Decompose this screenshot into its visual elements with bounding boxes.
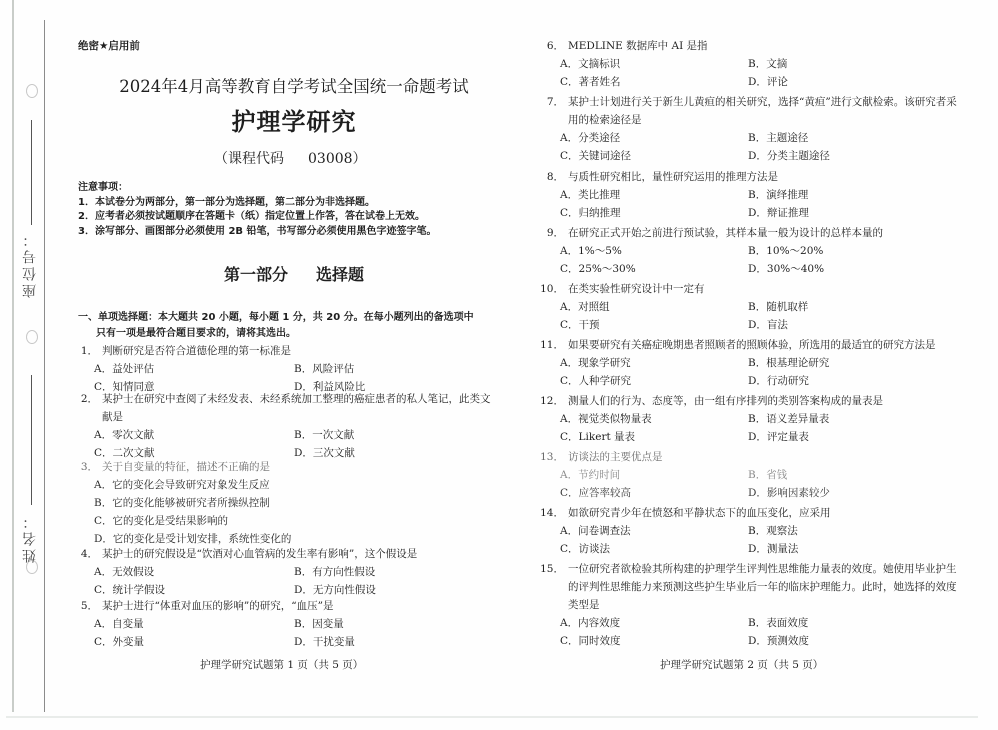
- question-13: [536, 448, 980, 502]
- option-c: C．知情同意: [94, 381, 155, 393]
- option-d: D．它的变化是受计划安排，系统性变化的: [94, 533, 292, 545]
- option-d: D．分类主题途径: [748, 150, 830, 162]
- option-c: C．外变量: [94, 636, 145, 648]
- question-15: [536, 560, 960, 650]
- question-stem: 判断研究是否符合道德伦理的第一标准是: [102, 345, 291, 357]
- option-a: A．1%～5%: [560, 245, 622, 257]
- question-stem: 如欲研究青少年在愤怒和平静状态下的血压变化，应采用: [568, 507, 831, 519]
- question-4: [74, 545, 494, 599]
- option-a: A．视觉类似物量表: [560, 413, 652, 425]
- option-c: C．应答率较高: [560, 487, 632, 499]
- question-2: [74, 390, 494, 462]
- option-a: A．无效假设: [94, 566, 155, 578]
- question-8: [540, 168, 980, 222]
- option-b: B．随机取样: [748, 301, 809, 313]
- question-stem: 某护士进行“体重对血压的影响”的研究，“血压”是: [102, 600, 334, 612]
- option-b: B．有方向性假设: [294, 566, 376, 578]
- question-10: [536, 280, 980, 334]
- question-stem: 在类实验性研究设计中一定有: [568, 283, 705, 295]
- binding-hole-icon: [26, 330, 38, 344]
- question-number: 10．: [540, 283, 564, 295]
- question-11: [536, 336, 980, 390]
- question-number: 14．: [540, 507, 564, 519]
- option-d: D．测量法: [748, 543, 799, 555]
- option-c: C．人种学研究: [560, 375, 632, 387]
- question-number: 4．: [80, 548, 98, 560]
- question-6: [540, 37, 980, 91]
- section-name: 选择题: [316, 265, 365, 284]
- binding-edge-line: [12, 0, 14, 712]
- confidential-label: 绝密★启用前: [78, 40, 140, 52]
- option-b: B．主题途径: [748, 132, 809, 144]
- instruction-line: 只有一项是最符合题目要求的，请将其选出。: [96, 328, 296, 339]
- option-c: C．同时效度: [560, 635, 621, 647]
- question-12: [536, 392, 980, 446]
- question-stem: 一位研究者欲检验其所构建的护理学生评判性思维能力量表的效度。她使用毕业护生的评判性思维能力来预测这些护生毕业后一年的临床护理能力。此时，她选择的效度类型是: [568, 563, 957, 611]
- notice-item: 1．本试卷分为两部分，第一部分为选择题，第二部分为非选择题。: [78, 196, 375, 208]
- question-stem: 在研究正式开始之前进行预试验，其样本量一般为设计的总样本量的: [568, 227, 883, 239]
- option-b: B．语义差异量表: [748, 413, 830, 425]
- option-d: D．30%～40%: [748, 263, 825, 275]
- option-c: C．二次文献: [94, 447, 155, 459]
- option-c: C．干预: [560, 319, 600, 331]
- question-stem: 某护士计划进行关于新生儿黄疸的相关研究，选择“黄疸”进行文献检索。该研究者采用的检索途径是: [568, 96, 957, 126]
- course-code-label: （课程代码: [214, 151, 284, 167]
- binding-cut-line: [44, 20, 45, 712]
- question-1: [74, 342, 494, 396]
- option-c: C．统计学假设: [94, 584, 166, 596]
- question-14: [536, 504, 980, 558]
- course-code: [214, 148, 391, 168]
- question-stem: 某护士在研究中查阅了未经发表、未经系统加工整理的癌症患者的私人笔记，此类文献是: [102, 393, 491, 423]
- page-footer: 护理学研究试题第 2 页（共 5 页）: [660, 659, 824, 671]
- question-number: 3．: [80, 461, 98, 473]
- option-c: C．它的变化是受结果影响的: [94, 515, 229, 527]
- option-a: A．益处评估: [94, 363, 155, 375]
- option-c: C．著者姓名: [560, 76, 621, 88]
- option-c: C．归纳推理: [560, 207, 621, 219]
- instruction-line: 一、单项选择题：本大题共 20 小题，每小题 1 分，共 20 分。在每小题列出的备选项中: [78, 312, 474, 323]
- seat-number-label: 座位号：: [22, 230, 38, 298]
- question-number: 13．: [540, 451, 564, 463]
- binding-hole-icon: [26, 84, 38, 98]
- option-a: A．类比推理: [560, 189, 621, 201]
- course-title: 护理学研究: [231, 108, 357, 136]
- question-3: [74, 458, 494, 548]
- question-number: 7．: [546, 96, 564, 108]
- notice-item: 3．涂写部分、画图部分必须使用 2B 铅笔，书写部分必须使用黑色字迹签字笔。: [78, 225, 437, 237]
- option-d: D．干扰变量: [294, 636, 355, 648]
- question-stem: 测量人们的行为、态度等，由一组有序排列的类别答案构成的量表是: [568, 395, 883, 407]
- question-number: 1．: [80, 345, 98, 357]
- option-a: A．零次文献: [94, 429, 155, 441]
- option-b: B．表面效度: [748, 617, 809, 629]
- question-number: 12．: [540, 395, 564, 407]
- option-d: D．盲法: [748, 319, 788, 331]
- option-c: C．关键词途径: [560, 150, 632, 162]
- question-stem: 与质性研究相比，量性研究运用的推理方法是: [568, 171, 778, 183]
- name-label: 姓名：: [22, 512, 38, 563]
- question-stem: 某护士的研究假设是“饮酒对心血管病的发生率有影响”，这个假设是: [102, 548, 418, 560]
- section-title: [74, 262, 514, 285]
- option-b: B．一次文献: [294, 429, 355, 441]
- seat-number-blank[interactable]: [31, 120, 32, 225]
- name-blank[interactable]: [31, 375, 32, 505]
- option-a: A．它的变化会导致研究对象发生反应: [94, 479, 270, 491]
- question-number: 8．: [546, 171, 564, 183]
- option-d: D．预测效度: [748, 635, 809, 647]
- option-b: B．风险评估: [294, 363, 355, 375]
- question-stem: 如果要研究有关癌症晚期患者照顾者的照顾体验，所选用的最适宜的研究方法是: [568, 339, 936, 351]
- question-number: 5．: [80, 600, 98, 612]
- option-b: B．它的变化能够被研究者所操纵控制: [94, 497, 270, 509]
- scan-bottom-edge: [6, 716, 978, 718]
- question-stem: 关于自变量的特征，描述不正确的是: [102, 461, 270, 473]
- option-d: D．行动研究: [748, 375, 809, 387]
- option-c: C．访谈法: [560, 543, 611, 555]
- question-7: [540, 93, 960, 165]
- exam-title: 2024年4月高等教育自学考试全国统一命题考试: [119, 77, 469, 96]
- question-5: [74, 597, 494, 651]
- option-b: B．演绎推理: [748, 189, 809, 201]
- option-d: D．评论: [748, 76, 788, 88]
- question-number: 11．: [540, 339, 564, 351]
- option-b: B．文摘: [748, 58, 788, 70]
- option-d: D．无方向性假设: [294, 584, 376, 596]
- section-part: 第一部分: [223, 265, 288, 284]
- notice-heading: 注意事项：: [78, 182, 128, 193]
- notice-block: [78, 181, 437, 239]
- option-d: D．辩证推理: [748, 207, 809, 219]
- option-c: C．Likert 量表: [560, 431, 636, 443]
- option-d: D．利益风险比: [294, 381, 366, 393]
- option-a: A．自变量: [94, 618, 144, 630]
- option-a: A．现象学研究: [560, 357, 631, 369]
- question-number: 6．: [546, 40, 564, 52]
- option-c: C．25%～30%: [560, 263, 636, 275]
- question-number: 15．: [540, 563, 564, 575]
- option-a: A．节约时间: [560, 469, 621, 481]
- option-b: B．根基理论研究: [748, 357, 830, 369]
- question-number: 2．: [80, 393, 98, 405]
- option-b: B．观察法: [748, 525, 798, 537]
- option-a: A．对照组: [560, 301, 610, 313]
- option-b: B．10%～20%: [748, 245, 824, 257]
- question-number: 9．: [546, 227, 564, 239]
- option-a: A．内容效度: [560, 617, 621, 629]
- question-stem: 访谈法的主要优点是: [568, 451, 663, 463]
- option-a: A．分类途径: [560, 132, 621, 144]
- option-a: A．问卷调查法: [560, 525, 631, 537]
- option-a: A．文摘标识: [560, 58, 621, 70]
- section-instruction: [78, 310, 488, 342]
- option-d: D．评定量表: [748, 431, 809, 443]
- course-code-value: 03008）: [308, 151, 367, 167]
- option-d: D．三次文献: [294, 447, 355, 459]
- option-b: B．省钱: [748, 469, 788, 481]
- question-9: [540, 224, 980, 278]
- question-stem: MEDLINE 数据库中 AI 是指: [568, 40, 708, 52]
- option-b: B．因变量: [294, 618, 344, 630]
- option-d: D．影响因素较少: [748, 487, 830, 499]
- page-footer: 护理学研究试题第 1 页（共 5 页）: [200, 659, 364, 671]
- notice-item: 2．应考者必须按试题顺序在答题卡（纸）指定位置上作答，答在试卷上无效。: [78, 211, 425, 222]
